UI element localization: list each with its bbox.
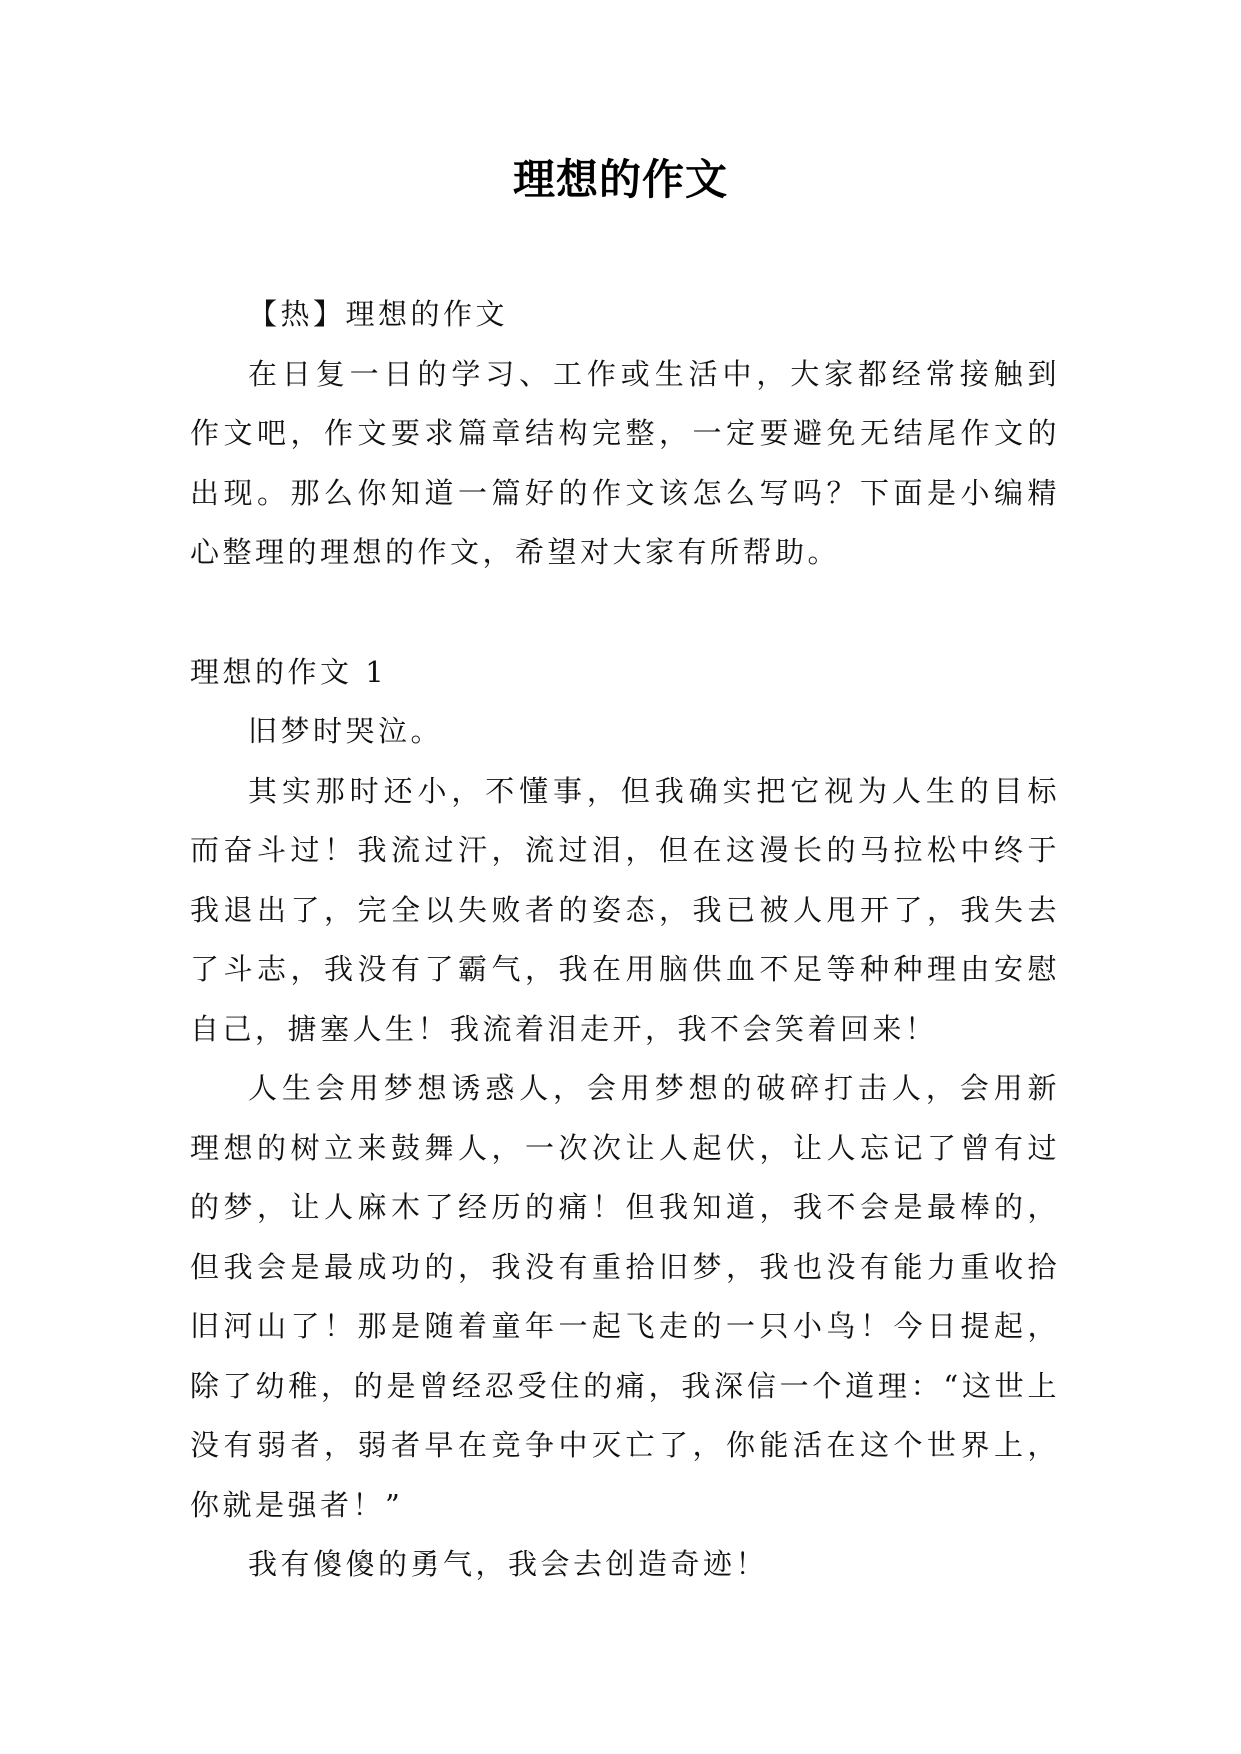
- section-gap: [190, 583, 1060, 643]
- document-body: [190, 285, 1060, 1595]
- body-paragraph: 人生会用梦想诱惑人，会用梦想的破碎打击人，会用新理想的树立来鼓舞人，一次次让人起伏，让人忘记了曾有过的梦，让人麻木了经历的痛！但我知道，我不会是最棒的，但我会是最成功的，我没有重拾旧梦，我也没有能力重收拾旧河山了！那是随着童年一起飞走的一只小鸟！今日提起，除了幼稚，的是曾经忍受住的痛，我深信一个道理：“这世上没有弱者，弱者早在竞争中灭亡了，你能活在这个世界上，你就是强者！”: [190, 1071, 1060, 1522]
- intro-paragraph: 在日复一日的学习、工作或生活中，大家都经常接触到作文吧，作文要求篇章结构完整，一定要避免无结尾作文的出现。那么你知道一篇好的作文该怎么写吗？下面是小编精心整理的理想的作文，希望对大家有所帮助。: [190, 356, 1060, 569]
- document-title: 理想的作文: [512, 155, 728, 204]
- intro-heading: 【热】理想的作文: [248, 297, 509, 331]
- body-paragraph: 其实那时还小，不懂事，但我确实把它视为人生的目标而奋斗过！我流过汗，流过泪，但在这漫长的马拉松中终于我退出了，完全以失败者的姿态，我已被人甩开了，我失去了斗志，我没有了霸气，我在用脑供血不足等种种理由安慰自己，搪塞人生！我流着泪走开，我不会笑着回来！: [190, 773, 1060, 1046]
- section-heading: 理想的作文 1: [190, 654, 388, 689]
- body-paragraph: 旧梦时哭泣。: [248, 714, 444, 748]
- body-paragraph: 我有傻傻的勇气，我会去创造奇迹！: [248, 1547, 769, 1581]
